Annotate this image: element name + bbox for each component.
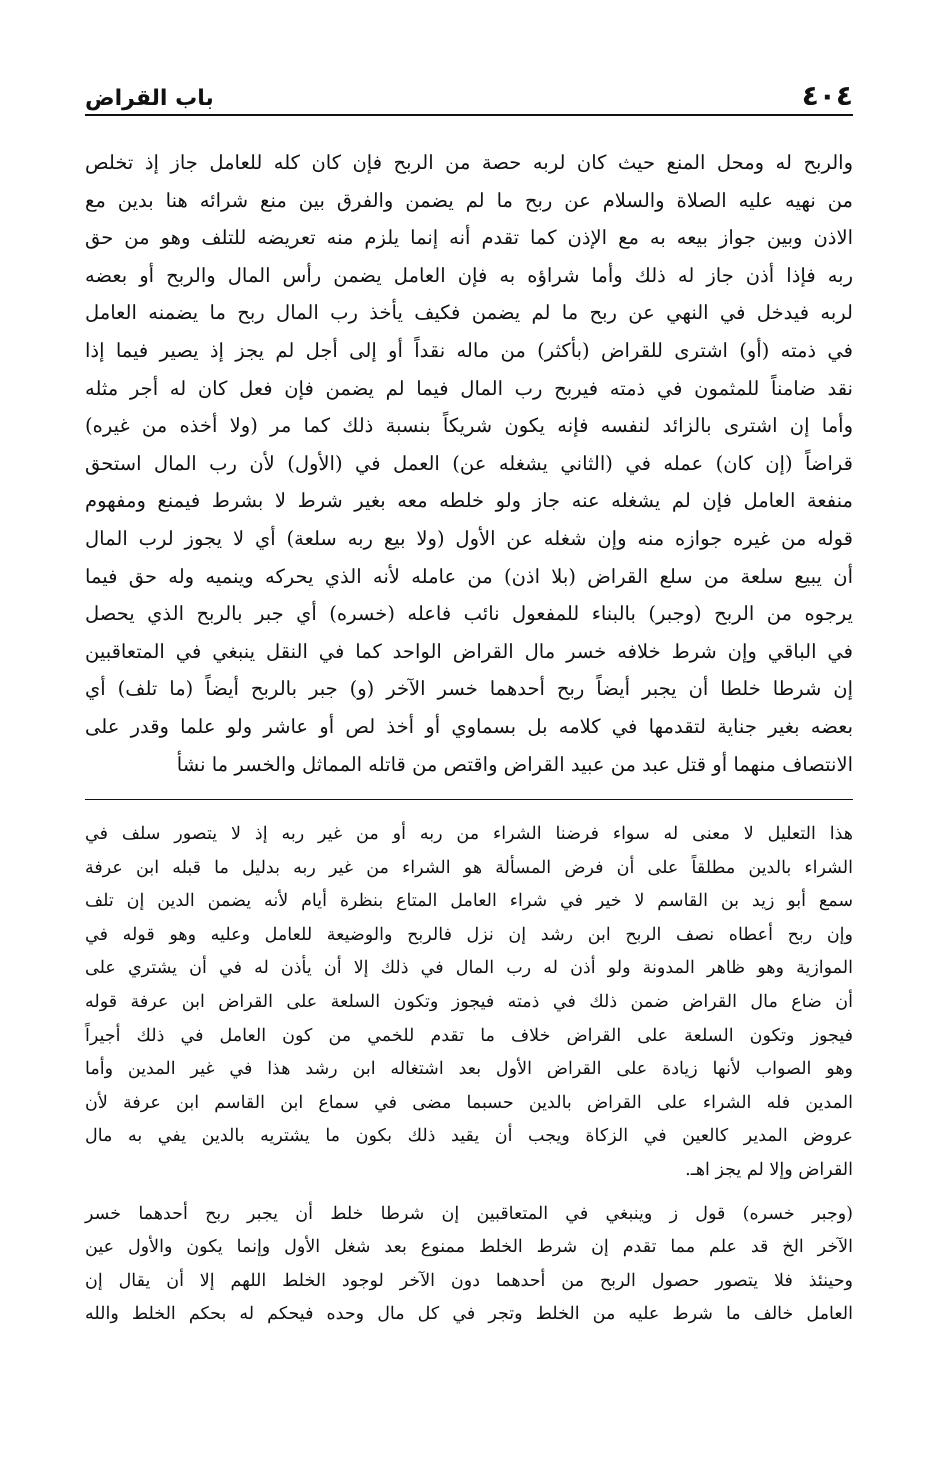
footnote-line: الموازية وهو ظاهر المدونة ولو أذن له رب المال في ذلك إلا أن يأذن له في أن يشتري على bbox=[85, 958, 853, 979]
footnote-line: سمع أبو زيد بن القاسم لا خير في شراء العامل المتاع بنظرة أيام لأنه يضمن الدين إن تلف bbox=[85, 891, 853, 912]
main-line: يرجوه من الربح (وجبر) بالبناء للمفعول نائب فاعله (خسره) أي جبر بالربح الذي يحصل bbox=[85, 602, 853, 626]
main-line: وأما إن اشترى بالزائد لنفسه فإنه يكون شريكاً بنسبة ذلك كما مر (ولا أخذه من غيره) bbox=[85, 414, 853, 438]
footnote-line: المدين فله الشراء على القراض بالدين حسبما مضى في سماع ابن القاسم ابن عرفة لأن bbox=[85, 1092, 853, 1113]
main-line: أن يبيع سلعة من سلع القراض (بلا اذن) من عامله لأنه الذي يحركه وينميه وله حق فيما bbox=[85, 564, 853, 588]
footnote-line: الآخر الخ قد علم مما تقدم إن شرط الخلط ممنوع بعد شغل الأول وإنما يكون والأول عين bbox=[85, 1237, 853, 1258]
main-line: الاذن وبين جواز بيعه به مع الإذن كما تقدم أنه إنما يلزم منه تعريضه للتلف وهو من حق bbox=[85, 226, 853, 250]
footnote-line: وإن ربح أعطاه نصف الربح ابن رشد إن نزل فالربح والوضيعة للعامل وعليه وهو قوله في bbox=[85, 924, 853, 945]
page-header bbox=[85, 70, 853, 116]
main-line: لربه فيدخل في النهي عن ربح ما لم يضمن فكيف يأخذ رب المال ربح ما يضمنه العامل bbox=[85, 301, 853, 325]
footnote-line: القراض وإلا لم يجز اهـ. bbox=[685, 1160, 853, 1181]
main-line: من نهيه عليه الصلاة والسلام عن ربح ما لم يضمن والفرق بين منع شرائه هنا بدين مع bbox=[85, 188, 853, 212]
main-line: ربه فإذا أذن جاز له ذلك وأما شراؤه به فإن العامل يضمن رأس المال والربح أو بعضه bbox=[85, 263, 853, 287]
main-line: في ذمته (أو) اشترى للقراض (بأكثر) من ماله نقداً أو إلى أجل لم يجز إذ يصير فيما إذا bbox=[85, 338, 853, 362]
main-line: إن شرطا خلطا أن يجبر أيضاً ربح أحدهما خسر الآخر (و) جبر بالربح أيضاً (ما تلف) أي bbox=[85, 677, 853, 701]
main-line: في الباقي وإن شرط خلافه خسر مال القراض الواحد كما في النقل ينبغي في المتعاقبين bbox=[85, 639, 853, 663]
main-line: نقد ضامناً للمثمون في ذمته فيربح رب المال فيما لم يضمن فإن فعل كان له أجر مثله bbox=[85, 376, 853, 400]
main-line: بعضه بغير جناية لتقدمها في كلامه بل بسماوي أو أخذ لص أو عاشر ولو علما وقدر على bbox=[85, 714, 853, 738]
footnote-line: وهو الصواب لأنها زيادة على القراض الأول بعد اشتغاله ابن رشد هذا في غير المدين وأما bbox=[85, 1059, 853, 1080]
footnote-separator bbox=[85, 799, 853, 800]
page-number: ٤٠٤ bbox=[801, 79, 853, 112]
footnote-line: (وجبر خسره) قول ز وينبغي في المتعاقبين إن شرطا خلط أن يجبر ربح أحدهما خسر bbox=[85, 1203, 853, 1224]
chapter-title: باب القراض bbox=[85, 86, 214, 111]
footnote-line: هذا التعليل لا معنى له سواء فرضنا الشراء من ربه أو من غير ربه إذ لا يتصور سلف في bbox=[85, 824, 853, 845]
main-line: منفعة العامل فإن لم يشغله عنه جاز ولو خلطه معه بغير شرط لا بشرط فيمنع ومفهوم bbox=[85, 489, 853, 513]
main-line: والربح له ومحل المنع حيث كان لربه حصة من الربح فإن كان كله للعامل جاز إذ تخلص bbox=[85, 151, 853, 174]
paragraph-gap bbox=[85, 1188, 853, 1198]
main-line: قراضاً (إن كان) عمله في (الثاني يشغله عن) العمل في (الأول) لأن رب المال استحق bbox=[85, 451, 853, 475]
main-line: الانتصاف منهما أو قتل عبد من عبيد القراض واقتص من قاتله المماثل والخسر ما نشأ bbox=[176, 752, 853, 776]
footnote-line: وحينئذ فلا يتصور حصول الربح من أحدهما دون الآخر لوجود الخلط اللهم إلا أن يقال إن bbox=[85, 1270, 853, 1291]
footnote-line: الشراء بالدين مطلقاً على أن فرض المسألة هو الشراء من غير ربه بدليل ما قبله ابن عرفة bbox=[85, 857, 853, 878]
footnote-line: فيجوز وتكون السلعة على القراض خلاف ما تقدم للخمي من كون العامل في ذلك أجيراً bbox=[85, 1025, 853, 1046]
main-line: قوله من غيره جوازه منه وإن شغله عن الأول (ولا بيع ربه سلعة) أي لا يجوز لرب المال bbox=[85, 526, 853, 550]
footnote-line: العامل خالف ما شرط عليه من الخلط وتجر في كل مال وحده فيحكم له بحكم الخلط والله bbox=[85, 1304, 853, 1325]
main-text-body bbox=[85, 144, 853, 783]
footnote-line: أن ضاع مال القراض ضمن ذلك في ذمته فيجوز وتكون السلعة على القراض ابن عرفة قوله bbox=[85, 992, 853, 1013]
footnote-block bbox=[85, 818, 853, 1332]
book-page bbox=[85, 70, 853, 1370]
footnote-line: عروض المدير كالعين في الزكاة ويجب أن يقيد ذلك بكون ما يشتريه بالدين يفي به مال bbox=[85, 1126, 853, 1147]
